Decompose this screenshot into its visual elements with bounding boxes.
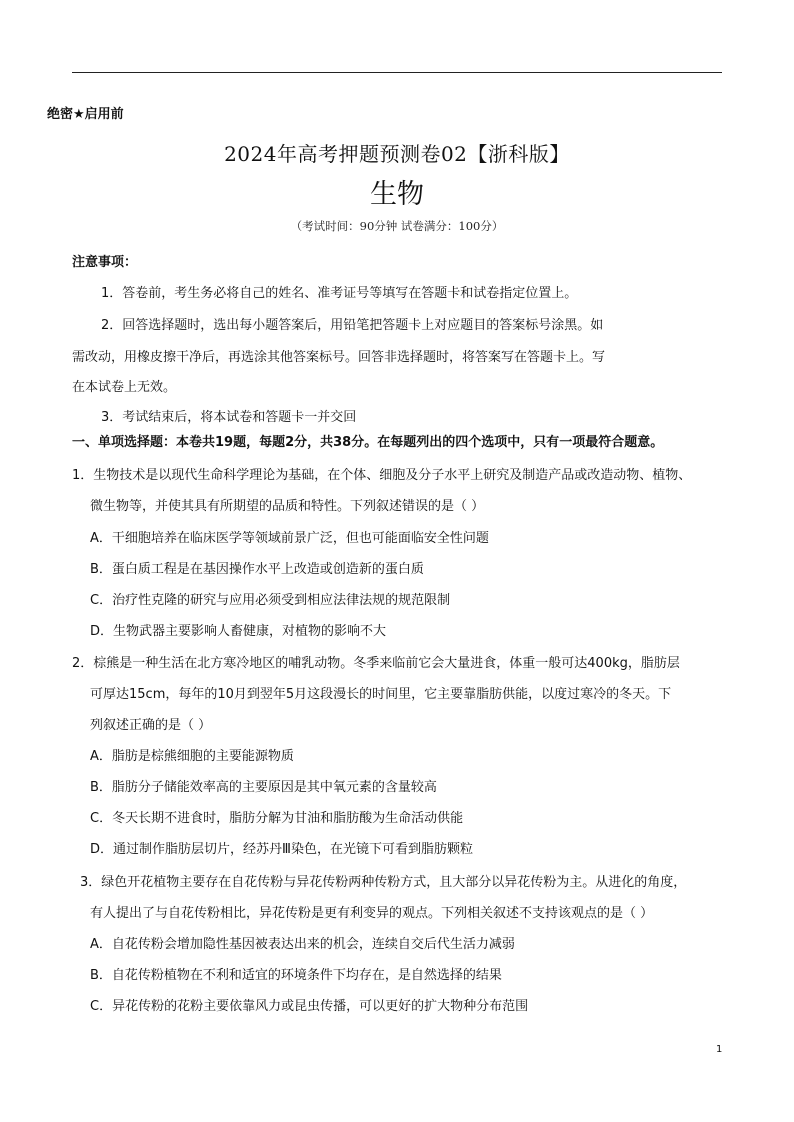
option-a: A．自花传粉会增加隐性基因被表达出来的机会，连续自交后代生活力减弱 [90,937,515,952]
option-a: A．干细胞培养在临床医学等领域前景广泛，但也可能面临安全性问题 [90,531,489,546]
exam-title: 2024年高考押题预测卷02【浙科版】 [224,142,570,166]
option-b: B．蛋白质工程是在基因操作水平上改造或创造新的蛋白质 [90,562,424,577]
option-c: C．治疗性克隆的研究与应用必须受到相应法律法规的规范限制 [90,593,451,608]
notice-line: 在本试卷上无效。 [72,380,177,395]
question-stem: 3．绿色开花植物主要存在自花传粉与异花传粉两种传粉方式，且大部分以异花传粉为主。从进化的角度， [80,875,687,890]
option-a: A．脂肪是棕熊细胞的主要能源物质 [90,749,294,764]
option-d: D．通过制作脂肪层切片，经苏丹Ⅲ染色，在光镜下可看到脂肪颗粒 [90,842,473,857]
question-stem: 列叙述正确的是（ ） [90,718,212,733]
notice-line: 3．考试结束后，将本试卷和答题卡一并交回 [101,410,357,425]
question-stem: 可厚达15cm，每年的10月到翌年5月这段漫长的时间里，它主要靠脂肪供能，以度过寒冷的冬天。下 [90,687,672,702]
option-d: D．生物武器主要影响人畜健康，对植物的影响不大 [90,624,387,639]
page-number: 1 [716,1044,723,1055]
question-stem: 2．棕熊是一种生活在北方寒冷地区的哺乳动物。冬季来临前它会大量进食，体重一般可达400kg，脂肪层 [72,656,680,671]
option-c: C．冬天长期不进食时，脂肪分解为甘油和脂肪酸为生命活动供能 [90,811,464,826]
notice-line: 需改动，用橡皮擦干净后，再选涂其他答案标号。回答非选择题时，将答案写在答题卡上。写 [72,350,606,365]
notice-line: 1．答卷前，考生务必将自己的姓名、准考证号等填写在答题卡和试卷指定位置上。 [101,286,578,301]
notice-line: 2．回答选择题时，选出每小题答案后，用铅笔把答题卡上对应题目的答案标号涂黑。如 [101,318,604,333]
header-rule [72,72,722,73]
question-stem: 有人提出了与自花传粉相比，异花传粉是更有利变异的观点。下列相关叙述不支持该观点的是（ ） [90,906,654,921]
option-b: B．自花传粉植物在不利和适宜的环境条件下均存在，是自然选择的结果 [90,968,502,983]
secret-label: 绝密★启用前 [47,107,124,122]
exam-meta: （考试时间：90分钟 试卷满分：100分） [290,219,504,233]
section-heading: 一、单项选择题：本卷共19题，每题2分，共38分。在每题列出的四个选项中，只有一项最符合题意。 [72,435,664,450]
question-stem: 微生物等，并使其具有所期望的品质和特性。下列叙述错误的是（ ） [90,499,485,514]
option-c: C．异花传粉的花粉主要依靠风力或昆虫传播，可以更好的扩大物种分布范围 [90,999,529,1014]
option-b: B．脂肪分子储能效率高的主要原因是其中氧元素的含量较高 [90,780,437,795]
subject-title: 生物 [370,179,424,210]
question-stem: 1．生物技术是以现代生命科学理论为基础，在个体、细胞及分子水平上研究及制造产品或改造动物、植物、 [72,468,692,483]
notice-heading: 注意事项： [72,255,138,270]
